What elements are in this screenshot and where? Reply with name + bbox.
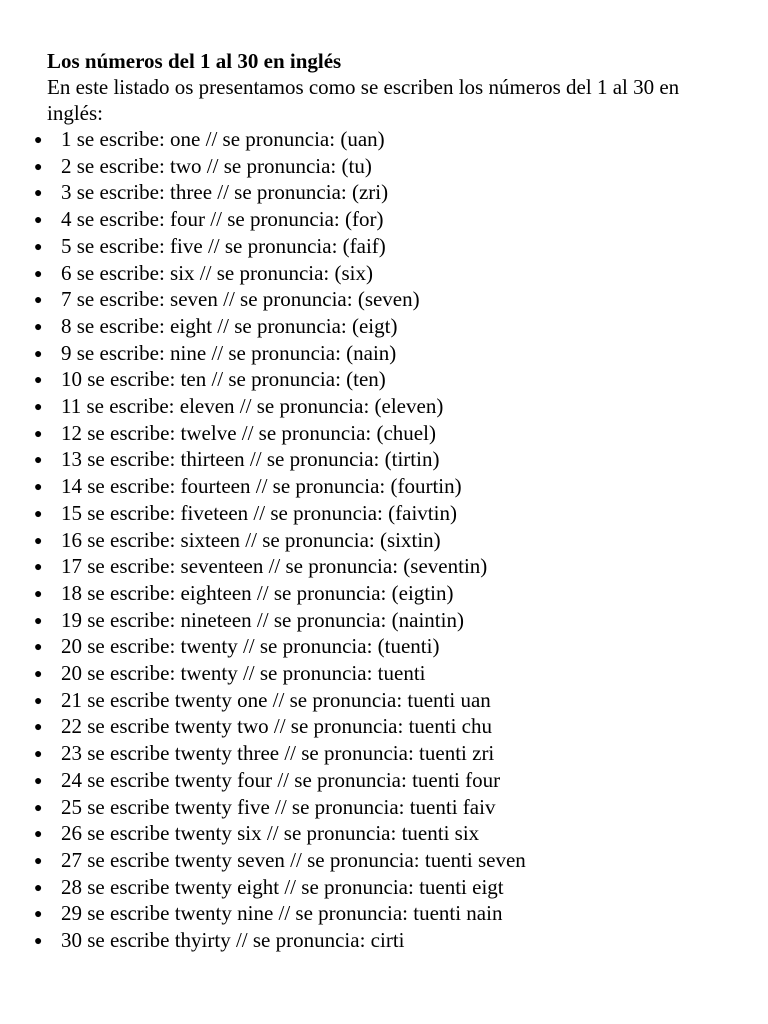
bullet-icon: ● — [34, 880, 43, 896]
list-item-text: 7 se escribe: seven // se pronuncia: (seven) — [61, 287, 420, 312]
list-item — [0, 687, 768, 714]
list-item — [0, 179, 768, 206]
list-item — [0, 473, 768, 500]
bullet-icon: ● — [34, 133, 43, 148]
document-body — [0, 48, 768, 954]
list-item — [0, 527, 768, 554]
bullet-icon: ● — [34, 213, 43, 229]
list-item-text: 10 se escribe: ten // se pronuncia: (ten) — [61, 367, 386, 392]
list-item-text: 28 se escribe twenty eight // se pronuncia: tuenti eigt — [61, 874, 504, 899]
bullet-icon: ● — [34, 747, 43, 763]
bullet-icon: ● — [34, 533, 43, 549]
bullet-icon: ● — [34, 506, 43, 522]
intro-paragraph: En este listado os presentamos como se escriben los números del 1 al 30 en inglés: — [47, 75, 680, 125]
bullet-icon: ● — [34, 480, 43, 496]
list-item — [0, 366, 768, 393]
bullet-icon: ● — [34, 773, 43, 789]
list-item-text: 18 se escribe: eighteen // se pronuncia: (eigtin) — [61, 580, 454, 605]
list-item — [0, 313, 768, 340]
list-item — [0, 633, 768, 660]
bullet-icon: ● — [34, 693, 43, 709]
list-item-text: 29 se escribe twenty nine // se pronuncia: tuenti nain — [61, 901, 503, 926]
list-item — [0, 607, 768, 634]
list-item-text: 5 se escribe: five // se pronuncia: (faif) — [61, 233, 386, 258]
list-item-text: 15 se escribe: fiveteen // se pronuncia: (faivtin) — [61, 500, 457, 525]
bullet-icon: ● — [34, 239, 43, 255]
list-item-text: 11 se escribe: eleven // se pronuncia: (eleven) — [61, 394, 444, 419]
list-item-text: 22 se escribe twenty two // se pronuncia: tuenti chu — [61, 714, 492, 739]
list-item-text: 12 se escribe: twelve // se pronuncia: (chuel) — [61, 420, 436, 445]
list-item — [0, 393, 768, 420]
list-item — [0, 153, 768, 180]
list-item-text: 13 se escribe: thirteen // se pronuncia: (tirtin) — [61, 447, 440, 472]
list-item-text: 23 se escribe twenty three // se pronuncia: tuenti zri — [61, 741, 495, 766]
list-item-text: 17 se escribe: seventeen // se pronuncia: (seventin) — [61, 554, 488, 579]
list-item — [0, 500, 768, 527]
list-item — [0, 233, 768, 260]
bullet-icon: ● — [34, 373, 43, 389]
list-item-text: 20 se escribe: twenty // se pronuncia: tuenti — [61, 661, 426, 686]
list-item-text: 19 se escribe: nineteen // se pronuncia: (naintin) — [61, 607, 464, 632]
bullet-icon: ● — [34, 907, 43, 923]
numbers-list — [0, 126, 768, 954]
list-item-text: 24 se escribe twenty four // se pronuncia: tuenti four — [61, 767, 501, 792]
list-item — [0, 767, 768, 794]
list-item — [0, 126, 768, 153]
bullet-icon: ● — [34, 800, 43, 816]
list-item-text: 6 se escribe: six // se pronuncia: (six) — [61, 260, 374, 285]
list-item — [0, 286, 768, 313]
bullet-icon: ● — [34, 453, 43, 469]
bullet-icon: ● — [34, 827, 43, 843]
bullet-icon: ● — [34, 400, 43, 416]
list-item — [0, 553, 768, 580]
bullet-icon: ● — [34, 346, 43, 362]
list-item — [0, 340, 768, 367]
list-item — [0, 580, 768, 607]
bullet-icon: ● — [34, 560, 43, 576]
bullet-icon: ● — [34, 613, 43, 629]
list-item-text: 4 se escribe: four // se pronuncia: (for) — [61, 207, 384, 232]
list-item-text: 1 se escribe: one // se pronuncia: (uan) — [61, 127, 385, 151]
list-item — [0, 900, 768, 927]
list-item-text: 25 se escribe twenty five // se pronuncia: tuenti faiv — [61, 794, 496, 819]
bullet-icon: ● — [34, 293, 43, 309]
list-item — [0, 260, 768, 287]
list-item-text: 20 se escribe: twenty // se pronuncia: (tuenti) — [61, 634, 440, 659]
list-item — [0, 206, 768, 233]
bullet-icon: ● — [34, 426, 43, 442]
list-item-text: 2 se escribe: two // se pronuncia: (tu) — [61, 153, 372, 178]
page-title: Los números del 1 al 30 en inglés — [47, 49, 342, 73]
list-item-text: 26 se escribe twenty six // se pronuncia: tuenti six — [61, 821, 480, 846]
bullet-icon: ● — [34, 586, 43, 602]
list-item-text: 8 se escribe: eight // se pronuncia: (eigt) — [61, 313, 398, 338]
bullet-icon: ● — [34, 640, 43, 656]
bullet-icon: ● — [34, 159, 43, 175]
list-item — [0, 794, 768, 821]
list-item — [0, 660, 768, 687]
list-item — [0, 713, 768, 740]
bullet-icon: ● — [34, 186, 43, 202]
list-item-text: 3 se escribe: three // se pronuncia: (zri) — [61, 180, 389, 205]
list-item — [0, 446, 768, 473]
list-item-text: 27 se escribe twenty seven // se pronuncia: tuenti seven — [61, 847, 526, 872]
list-item — [0, 820, 768, 847]
bullet-icon: ● — [34, 319, 43, 335]
list-item — [0, 420, 768, 447]
list-item — [0, 874, 768, 901]
bullet-icon: ● — [34, 853, 43, 869]
list-item — [0, 847, 768, 874]
bullet-icon: ● — [34, 667, 43, 683]
list-item-text: 16 se escribe: sixteen // se pronuncia: (sixtin) — [61, 527, 441, 552]
list-item-text: 14 se escribe: fourteen // se pronuncia: (fourtin) — [61, 474, 462, 499]
list-item-text: 9 se escribe: nine // se pronuncia: (nain) — [61, 340, 397, 365]
list-item — [0, 740, 768, 767]
bullet-icon: ● — [34, 934, 43, 950]
bullet-icon: ● — [34, 266, 43, 282]
list-item-text: 30 se escribe thyirty // se pronuncia: cirti — [61, 928, 405, 953]
list-item — [0, 927, 768, 954]
bullet-icon: ● — [34, 720, 43, 736]
list-item-text: 21 se escribe twenty one // se pronuncia: tuenti uan — [61, 687, 491, 712]
